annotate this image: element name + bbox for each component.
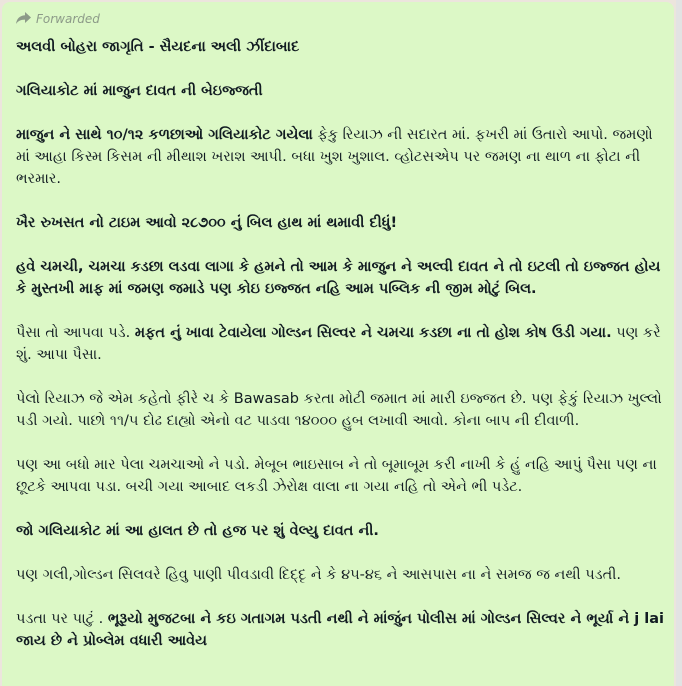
message-paragraph-10: પણ ગલી,ગોલ્ડન સિલવરે હિવુ પાણી પીવડાવી દિદ્દૃ ને કે ૪૫-૪૬ ને આસપાસ ના ને સમજ જ નથી પડતી.: [16, 567, 621, 583]
message-paragraph-8: પણ આ બધો માર પેલા ચમચાઓ ને પડો. મેબૂબ ભાઇસાબ ને તો બૂમાબૂમ કરી નાખી કે હું નહિ આપું પૈસા પણ ના છૂટકે આપવા પડા. બચી ગયા આબાદ લકડી ઝેરોક્ષ વાલા ના ગયા નહિ તો એને ભી પડેટ.: [16, 457, 657, 495]
paragraph-3-bold: માજુન ને સાથે ૧૦/૧૨ કળછાઓ ગલિયાકોટ ગયેલા: [16, 127, 313, 143]
message-paragraph-6: [16, 322, 664, 366]
message-heading: અલવી બોહરા જાગૃતિ - સૈયદના અલી ઝીંદાબાદ: [16, 39, 300, 55]
message-paragraph-3: [16, 124, 664, 190]
paragraph-6-text-b: પણ કરે શું. આપા પૈસા.: [16, 325, 661, 363]
message-paragraph-11: [16, 608, 664, 652]
message-bubble[interactable]: [2, 2, 674, 686]
message-paragraph-5: હવે ચમચી, ચમચા કડછા લડવા લાગા કે હમને તો આમ કે માજુન ને અલ્વી દાવત ને તો ઇટલી તો ઇજ્જત હોય કે મુસ્તખી માફ માં જમણ જમાડે પણ કોઇ ઇજ્જત નહિ આમ પબ્લિક ની જીમ મોટું બિલ.: [16, 259, 661, 297]
forwarded-label: Forwarded: [36, 12, 100, 26]
forward-arrow-icon: [16, 12, 31, 27]
paragraph-6-bold: મફત નું ખાવા ટેવાયેલા ગોલ્ડન સિલ્વર ને ચમચા કડછા ના તો હોશ કોષ ઉડી ગયા.: [134, 325, 612, 341]
paragraph-3-text: ફેકુ રિયાઝ ની સદારત માં. ફખરી માં ઉતારો આપો. જમણો માં આહા કિસ્મ કિસમ ની મીથાશ ખરાશ આપી. બધા ખુશ ખુશાલ. વ્હોટસએપ પર જમણ ના થાળ ના ફોટા ની ભરમાર.: [16, 127, 653, 187]
forwarded-indicator: [16, 10, 664, 28]
message-subheading: ગલિયાકોટ માં માજુન દાવત ની બેઇજ્જતી: [16, 83, 263, 99]
message-paragraph-4: ખૈર રુખસત નો ટાઇમ આવો ૨૮૭૦૦ નું બિલ હાથ માં થમાવી દીધું!: [16, 215, 398, 231]
scrollbar[interactable]: [676, 0, 682, 686]
paragraph-6-text-a: પૈસા તો આપવા પડે.: [16, 325, 135, 341]
message-paragraph-7: પેલો રિયાઝ જે એમ કહેતો ફીરે ચ કે Bawasab કરતા મોટી જમાત માં મારી ઇજ્જત છે. પણ ફેકું રિયાઝ ખુલ્લો પડી ગયો. પાછો ૧૧/૫ દોઢ દાહ્યો એનો વટ પાડવા ૧૪૦૦૦ હુબ લખાવી આવો. કોના બાપ ની દીવાળી.: [16, 391, 662, 429]
paragraph-11-bold: ભૂરૂયો મુજટબા ને કઇ ગતાગમ પડતી નથી ને માંજુંન પોલીસ માં ગોલ્ડન સિલ્વર ને ભૂર્યા ને j lai જાય છે ને પ્રોબ્લેમ વધારી આવેય: [16, 611, 664, 649]
paragraph-11-text: પડતા પર પાટું .: [16, 611, 108, 627]
message-paragraph-9: જો ગલિયાકોટ માં આ હાલત છે તો હજ પર શું વેલ્યુ દાવત ની.: [16, 523, 379, 539]
